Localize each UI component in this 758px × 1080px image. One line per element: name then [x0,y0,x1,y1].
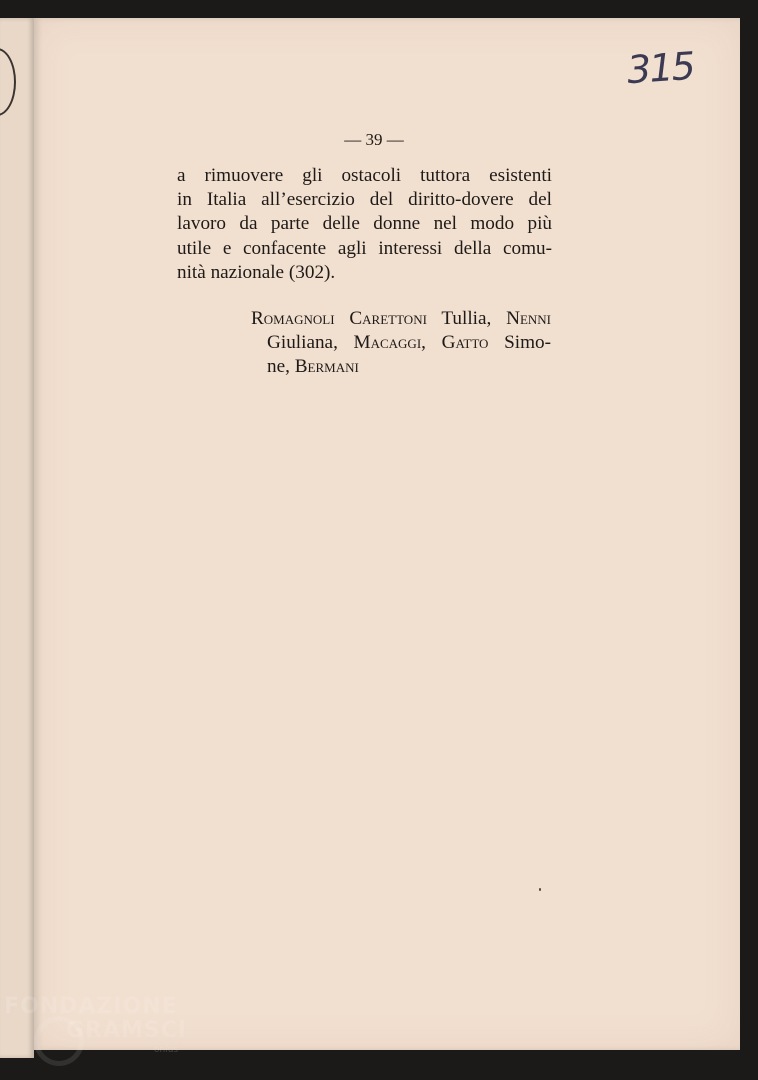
signatory-first-name-end: ne, [267,356,290,378]
watermark-line: GRAMSCI [66,1018,188,1043]
signatories-line [251,307,551,331]
signatories-line [251,331,551,355]
handwritten-archive-number: 315 [626,43,696,93]
watermark-ring-icon [34,1016,84,1066]
body-line: a rimuovere gli ostacoli tuttora esistenti [177,165,552,186]
body-line: utile e confacente agli interessi della comu- [177,237,552,259]
binding-mark [0,48,16,116]
document-page [34,18,740,1050]
signatories-line [251,355,551,379]
signatory-surname: Gatto [441,332,489,354]
signatory-surname: Carettoni [349,308,427,329]
paper-speck [539,888,541,891]
watermark-subtitle: onlus [154,1045,179,1055]
previous-page-edge [0,18,34,1058]
signatory-first-name: Giuliana, [267,332,338,354]
body-line: nità nazionale (302). [177,261,336,283]
page-number: — 39 — [344,130,404,149]
body-line: in Italia all’esercizio del diritto-dovere del [177,189,552,211]
signatory-surname: Nenni [506,308,551,329]
watermark-line: FONDAZIONE [4,994,178,1019]
signatories-block [251,307,551,380]
signatory-surname: Macaggi, [353,332,426,354]
body-line: lavoro da parte delle donne nel modo più [177,213,552,235]
signatory-first-name: Tullia, [441,308,492,329]
body-paragraph [177,164,552,285]
signatory-first-name: Simo- [504,332,552,354]
signatory-surname: Romagnoli [251,308,335,329]
archive-watermark [4,994,188,1055]
signatory-surname: Bermani [294,356,359,378]
